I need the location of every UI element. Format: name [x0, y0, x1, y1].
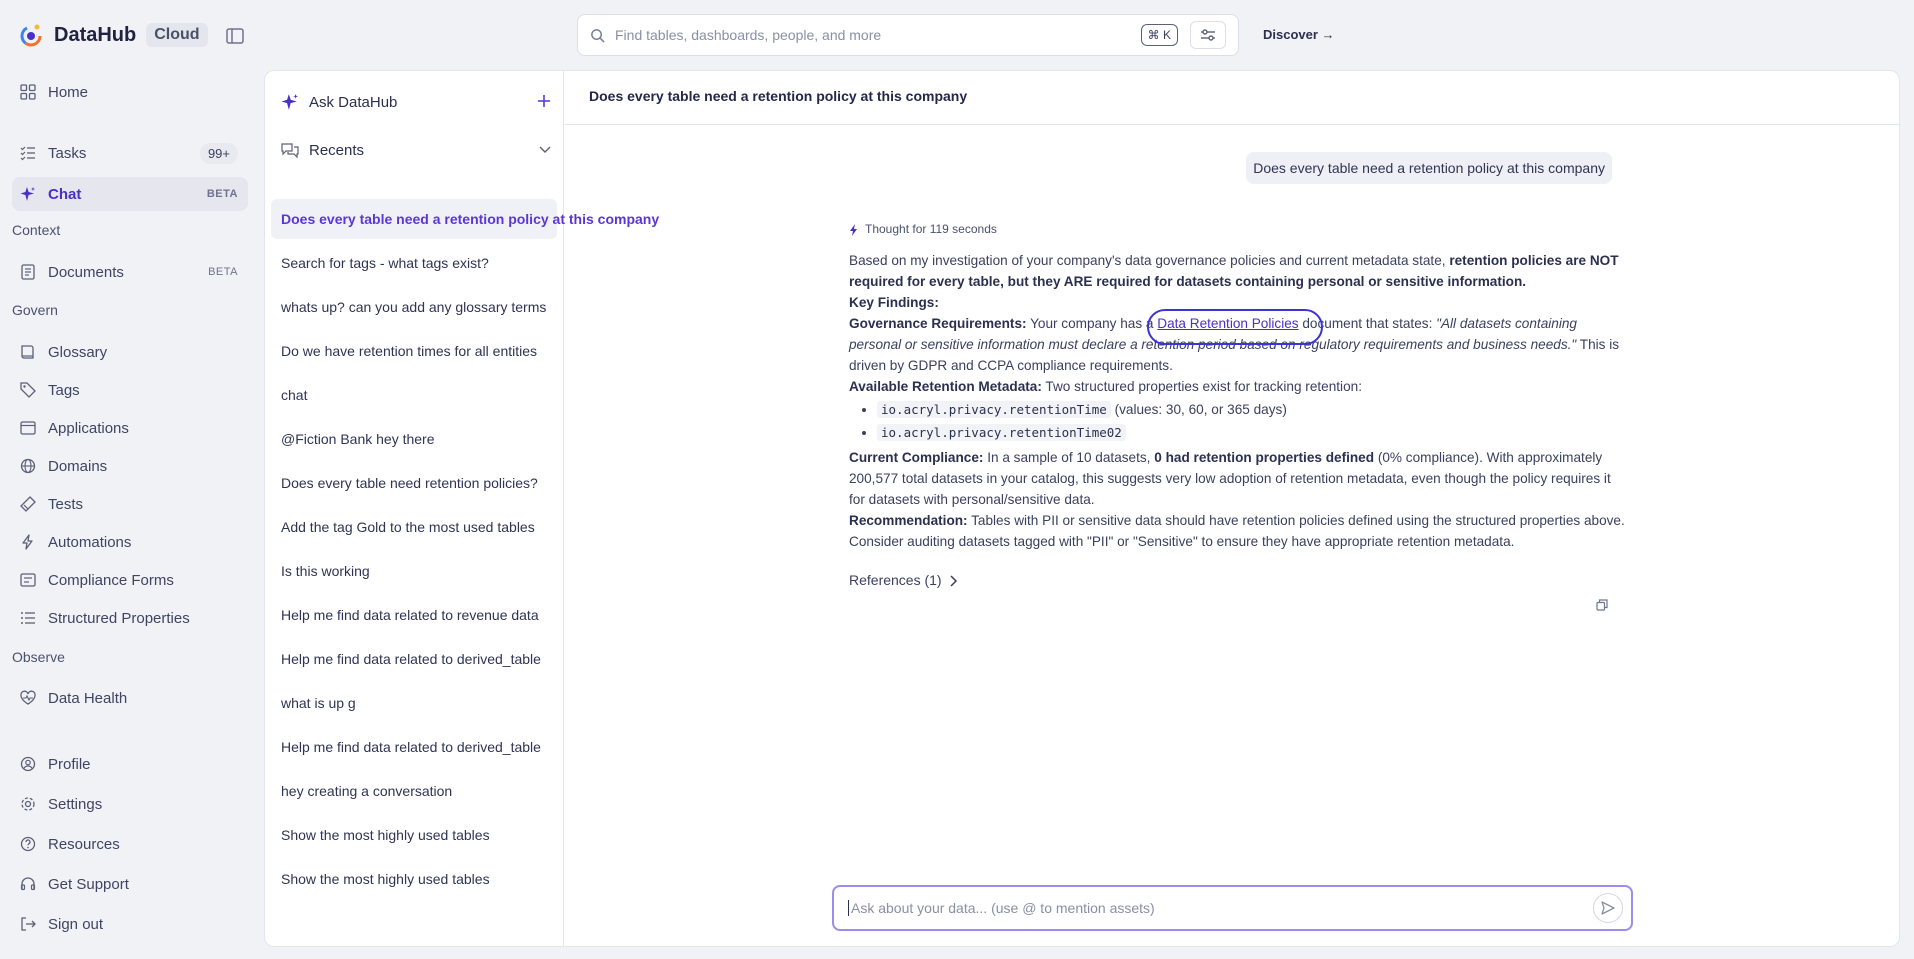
compliance-bold: 0 had retention properties defined — [1154, 450, 1375, 465]
grid-icon — [20, 84, 36, 100]
user-circle-icon — [20, 756, 36, 772]
sliders-icon — [1200, 28, 1216, 42]
discover-link[interactable]: Discover → — [1263, 27, 1335, 42]
nav-glossary[interactable] — [12, 335, 248, 369]
documents-beta-badge: BETA — [208, 266, 238, 278]
plus-icon — [537, 94, 551, 108]
send-icon — [1601, 901, 1615, 915]
nav-section-observe: Observe — [12, 649, 65, 665]
list-item — [877, 422, 1625, 443]
nav-tags-label: Tags — [48, 381, 80, 399]
nav-chat[interactable] — [12, 177, 248, 211]
conversation-item[interactable] — [271, 859, 557, 899]
nav-domains-label: Domains — [48, 457, 108, 475]
nav-resources[interactable] — [12, 827, 248, 861]
conversation-item[interactable] — [271, 683, 557, 723]
property-code: io.acryl.privacy.retentionTime02 — [877, 424, 1126, 441]
conversation-item[interactable] — [271, 507, 557, 547]
nav-sign-out[interactable] — [12, 907, 248, 941]
recents-toggle[interactable] — [281, 135, 551, 165]
nav-home-label: Home — [48, 83, 89, 101]
conversation-item-label: Help me find data related to derived_table — [281, 739, 541, 755]
copy-button[interactable] — [1596, 598, 1608, 614]
property-note: (values: 30, 60, or 365 days) — [1114, 402, 1287, 417]
nav-profile[interactable] — [12, 747, 248, 781]
form-icon — [20, 572, 36, 588]
tag-icon — [20, 382, 36, 398]
nav-glossary-label: Glossary — [48, 343, 108, 361]
document-icon — [20, 264, 36, 280]
chat-input[interactable]: Ask about your data... (use @ to mention assets) — [848, 900, 1593, 916]
nav-structured-properties[interactable] — [12, 601, 248, 635]
governance-pre: Your company has a — [1030, 316, 1154, 331]
search-filters-button[interactable] — [1190, 21, 1226, 49]
nav-compliance-forms[interactable] — [12, 563, 248, 597]
sparkle-icon — [281, 93, 299, 111]
conversation-item-label: Show the most highly used tables — [281, 871, 490, 887]
nav-applications-label: Applications — [48, 419, 129, 437]
sign-out-icon — [20, 916, 36, 932]
nav-get-support[interactable] — [12, 867, 248, 901]
key-findings-label: Key Findings: — [849, 295, 939, 310]
conversation-item[interactable] — [271, 595, 557, 635]
tasks-count-badge: 99+ — [200, 143, 238, 164]
nav-tags[interactable] — [12, 373, 248, 407]
conversation-item-label: what is up g — [281, 695, 356, 711]
lightning-icon — [20, 534, 36, 550]
ask-datahub-label: Ask DataHub — [309, 93, 398, 111]
copy-icon — [1596, 599, 1608, 611]
compliance-post: (0% compliance). With approximately 200,577 total datasets in your catalog, this suggests very low adoption of retention metadata, even though the policy requires it for datasets with personal/sensitive data. — [849, 450, 1611, 507]
nav-structured-properties-label: Structured Properties — [48, 609, 190, 627]
conversation-item-label: whats up? can you add any glossary terms — [281, 299, 547, 315]
recommendation-text: Tables with PII or sensitive data should have retention policies defined using the structured properties above. Consider auditing datasets tagged with "PII" or "Sensitive" to ensure they have appropriate retention metadata. — [849, 513, 1625, 549]
chat-composer[interactable] — [832, 885, 1633, 931]
globe-icon — [20, 458, 36, 474]
conversation-item-label: Add the tag Gold to the most used tables — [281, 519, 535, 535]
conversation-item[interactable] — [271, 815, 557, 855]
conversation-item[interactable] — [271, 331, 557, 371]
assistant-answer — [849, 219, 1625, 591]
data-retention-policies-link[interactable] — [1157, 316, 1298, 331]
recents-label: Recents — [309, 141, 365, 159]
intro-text: Based on my investigation of your company's data governance policies and current metadata state, — [849, 253, 1446, 268]
governance-label: Governance Requirements: — [849, 316, 1027, 331]
search-shortcut-hint: ⌘ K — [1141, 24, 1178, 46]
recommendation-label: Recommendation: — [849, 513, 968, 528]
nav-data-health[interactable] — [12, 681, 248, 715]
conversation-item[interactable] — [271, 243, 557, 283]
conversation-item[interactable] — [271, 551, 557, 591]
conversation-item-label: Does every table need a retention policy at this company — [281, 211, 660, 227]
conversation-item-label: Help me find data related to derived_table — [281, 651, 541, 667]
conversation-item[interactable] — [271, 639, 557, 679]
nav-documents[interactable] — [12, 255, 248, 289]
lightning-icon — [849, 224, 859, 236]
nav-settings-label: Settings — [48, 795, 103, 813]
answer-intro — [849, 250, 1625, 292]
nav-section-govern: Govern — [12, 302, 58, 318]
sidebar-toggle-button[interactable] — [224, 25, 246, 47]
recommendation-paragraph — [849, 510, 1625, 552]
brand-tier-badge: Cloud — [146, 23, 207, 47]
nav-section-context: Context — [12, 222, 61, 238]
conversation-item-label: Help me find data related to revenue data — [281, 607, 539, 623]
list-item — [877, 399, 1625, 420]
conversation-item[interactable] — [271, 463, 557, 503]
property-code: io.acryl.privacy.retentionTime — [877, 401, 1111, 418]
governance-post: This is driven by GDPR and CCPA compliance requirements. — [849, 337, 1620, 373]
title-divider — [565, 124, 1899, 125]
chat-bubbles-icon — [281, 142, 299, 158]
highlight-ring — [1147, 309, 1323, 345]
governance-quote: "All datasets containing personal or sensitive information must declare a retention period based on regulatory requirements and business needs." — [849, 316, 1577, 352]
compliance-paragraph — [849, 447, 1625, 510]
chevron-down-icon — [539, 146, 551, 154]
ask-datahub-header — [281, 87, 551, 117]
new-chat-button[interactable] — [537, 91, 551, 114]
nav-data-health-label: Data Health — [48, 689, 128, 707]
thought-label: Thought for 119 seconds — [865, 222, 997, 236]
nav-tests[interactable] — [12, 487, 248, 521]
conversation-item-label: hey creating a conversation — [281, 783, 453, 799]
thought-indicator[interactable] — [849, 219, 1625, 240]
nav-tasks[interactable] — [12, 136, 248, 170]
gear-icon — [20, 796, 36, 812]
nav-sign-out-label: Sign out — [48, 915, 104, 933]
chat-panel — [264, 70, 1900, 947]
conversation-item-label: Do we have retention times for all entities — [281, 343, 538, 359]
search-icon — [590, 28, 605, 43]
conversation-item-label: @Fiction Bank hey there — [281, 431, 435, 447]
property-list — [877, 399, 1625, 443]
nav-domains[interactable] — [12, 449, 248, 483]
support-icon — [20, 876, 36, 892]
metadata-label: Available Retention Metadata: — [849, 379, 1042, 394]
conversation-item[interactable] — [271, 771, 557, 811]
compliance-label: Current Compliance: — [849, 450, 984, 465]
conversation-item-label: Is this working — [281, 563, 370, 579]
references-label: References (1) — [849, 572, 942, 588]
intro-bold: retention policies are NOT required for every table, but they ARE required for datasets containing personal or sensitive information. — [849, 253, 1619, 289]
sparkle-icon — [20, 186, 36, 202]
nav-tests-label: Tests — [48, 495, 84, 513]
conversation-item[interactable] — [271, 375, 557, 415]
compliance-pre: In a sample of 10 datasets, — [987, 450, 1151, 465]
governance-mid: document that states: — [1302, 316, 1433, 331]
global-search-bar[interactable] — [577, 14, 1239, 56]
conversation-item-label: chat — [281, 387, 308, 403]
brand[interactable] — [18, 22, 208, 48]
nav-get-support-label: Get Support — [48, 875, 129, 893]
book-icon — [20, 344, 36, 360]
nav-automations-label: Automations — [48, 533, 132, 551]
flask-icon — [20, 496, 36, 512]
chat-beta-badge: BETA — [206, 188, 238, 200]
nav-home[interactable] — [12, 75, 248, 109]
nav-automations[interactable] — [12, 525, 248, 559]
brand-name: DataHub — [54, 23, 137, 46]
conversation-item[interactable] — [271, 287, 557, 327]
link-text: Data Retention Policies — [1157, 316, 1299, 331]
conversation-item-label: Show the most highly used tables — [281, 827, 490, 843]
metadata-text: Two structured properties exist for tracking retention: — [1045, 379, 1362, 394]
conversation-item[interactable] — [271, 199, 660, 239]
conversation-title: Does every table need a retention policy at this company — [589, 88, 968, 104]
conversation-list — [265, 71, 660, 946]
nav-tasks-label: Tasks — [48, 144, 87, 162]
conversation-item[interactable] — [271, 727, 557, 767]
governance-paragraph — [849, 313, 1625, 376]
heart-pulse-icon — [20, 690, 36, 706]
send-button[interactable] — [1593, 893, 1623, 923]
nav-documents-label: Documents — [48, 263, 124, 281]
conversation-item[interactable] — [271, 419, 557, 459]
conversation-item-label: Does every table need retention policies? — [281, 475, 538, 491]
list-icon — [20, 610, 36, 626]
user-message: Does every table need a retention policy at this company — [1246, 152, 1612, 184]
nav-applications[interactable] — [12, 411, 248, 445]
chevron-right-icon — [950, 575, 958, 587]
metadata-paragraph — [849, 376, 1625, 397]
nav-compliance-forms-label: Compliance Forms — [48, 571, 174, 589]
search-input[interactable]: Find tables, dashboards, people, and more — [615, 27, 882, 43]
conversation-item-label: Search for tags - what tags exist? — [281, 255, 489, 271]
references-toggle[interactable] — [849, 570, 1625, 591]
nav-settings[interactable] — [12, 787, 248, 821]
datahub-logo-icon — [18, 22, 44, 48]
nav-resources-label: Resources — [48, 835, 120, 853]
window-icon — [20, 420, 36, 436]
sidebar-toggle-icon — [226, 28, 244, 44]
question-circle-icon — [20, 836, 36, 852]
nav-profile-label: Profile — [48, 755, 91, 773]
checklist-icon — [20, 145, 36, 161]
nav-chat-label: Chat — [48, 185, 82, 203]
